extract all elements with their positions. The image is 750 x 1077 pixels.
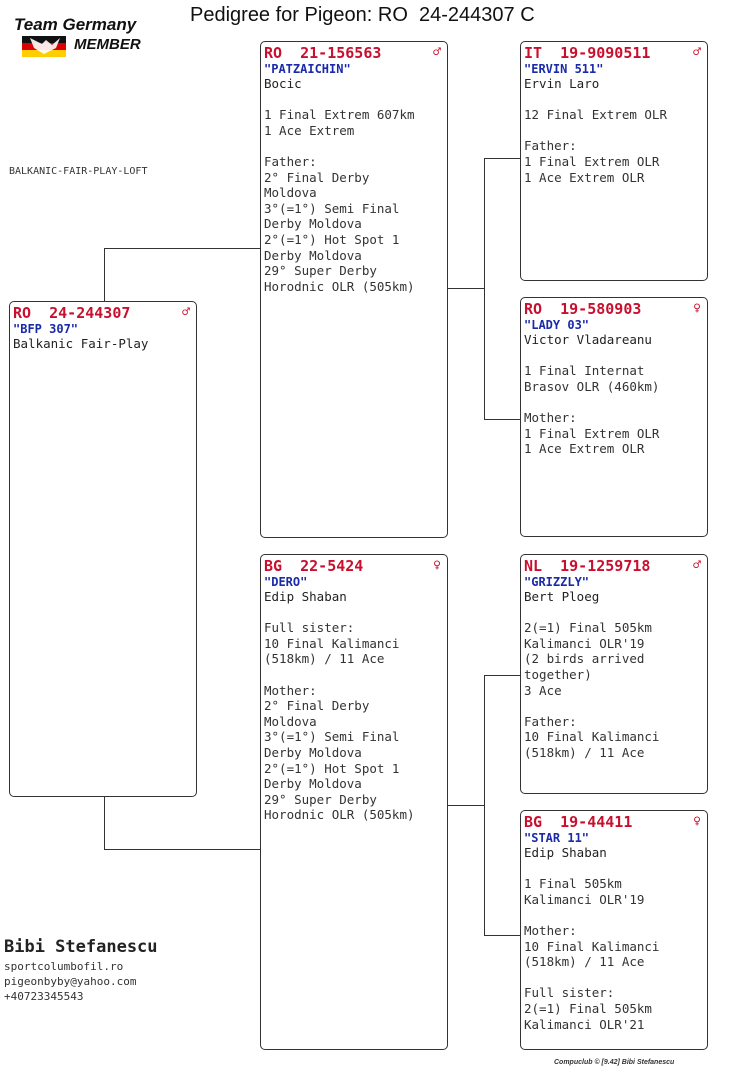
ring-number: NL 19-1259718: [524, 557, 651, 575]
pigeon-card-mother-mother[interactable]: [520, 810, 708, 1050]
breeder-name: Bibi Stefanescu: [4, 937, 158, 957]
logo-member-text: MEMBER: [74, 36, 141, 53]
owner-name: Bocic: [264, 76, 302, 91]
connector-line: [104, 248, 261, 249]
ring-number: RO 19-580903: [524, 300, 642, 318]
connector-line: [484, 935, 520, 936]
sex-symbol-icon: ♂: [693, 558, 701, 573]
ring-number: RO 24-244307: [13, 304, 131, 322]
owner-name: Edip Shaban: [524, 845, 607, 860]
owner-name: Edip Shaban: [264, 589, 347, 604]
pigeon-notes: Full sister: 10 Final Kalimanci (518km) / 11 Ace Mother: 2° Final Derby Moldova 3°(=1°) Semi Final Derby Moldova 2°(=1°) Hot Spot 1 Derby Moldova 29° Super Derby Horodnic OLR (505km): [264, 620, 415, 823]
pigeon-notes: 1 Final Extrem 607km 1 Ace Extrem Father: 2° Final Derby Moldova 3°(=1°) Semi Final Derby Moldova 2°(=1°) Hot Spot 1 Derby Moldova 29° Super Derby Horodnic OLR (505km): [264, 107, 415, 294]
footer-credit: Compuclub © [9.42] Bibi Stefanescu: [554, 1059, 675, 1066]
pigeon-notes: 1 Final 505km Kalimanci OLR'19 Mother: 10 Final Kalimanci (518km) / 11 Ace Full sister: 2(=1) Final 505km Kalimanci OLR'21: [524, 876, 660, 1032]
pigeon-name: "BFP 307": [13, 322, 79, 336]
pigeon-name: "GRIZZLY": [524, 575, 590, 589]
pigeon-name: "DERO": [264, 575, 308, 589]
connector-line: [484, 158, 485, 420]
connector-line: [104, 248, 105, 301]
connector-line: [484, 675, 520, 676]
page-title: Pedigree for Pigeon: RO 24-244307 C: [190, 4, 535, 26]
connector-line: [104, 796, 105, 850]
connector-line: [104, 849, 261, 850]
sex-symbol-icon: ♂: [182, 305, 190, 320]
logo-team-text: Team Germany: [14, 15, 137, 34]
owner-name: Bert Ploeg: [524, 589, 600, 604]
connector-line: [484, 158, 520, 159]
connector-line: [447, 805, 485, 806]
breeder-email: pigeonbyby@yahoo.com: [4, 975, 137, 988]
ring-number: RO 21-156563: [264, 44, 382, 62]
pigeon-notes: 12 Final Extrem OLR Father: 1 Final Extrem OLR 1 Ace Extrem OLR: [524, 107, 667, 185]
connector-line: [484, 419, 520, 420]
pigeon-card-father[interactable]: [260, 41, 448, 538]
pigeon-name: "STAR 11": [524, 831, 590, 845]
connector-line: [447, 288, 485, 289]
pigeon-card-mother[interactable]: [260, 554, 448, 1050]
pigeon-card-mother-father[interactable]: [520, 554, 708, 794]
german-flag-logo-icon: [22, 34, 66, 58]
ring-number: IT 19-9090511: [524, 44, 651, 62]
ring-number: BG 22-5424: [264, 557, 364, 575]
pigeon-card-father-mother[interactable]: [520, 297, 708, 537]
breeder-website: sportcolumbofil.ro: [4, 960, 124, 973]
ring-number: BG 19-44411: [524, 813, 633, 831]
connector-line: [484, 675, 485, 936]
owner-name: Balkanic Fair-Play: [13, 336, 149, 351]
pigeon-card-father-father[interactable]: [520, 41, 708, 281]
pigeon-notes: 2(=1) Final 505km Kalimanci OLR'19 (2 birds arrived together) 3 Ace Father: 10 Final Kalimanci (518km) / 11 Ace: [524, 620, 660, 760]
breeder-phone: +40723345543: [4, 990, 84, 1003]
pigeon-name: "ERVIN 511": [524, 62, 604, 76]
sex-symbol-icon: ♀: [693, 814, 701, 829]
pigeon-name: "PATZAICHIN": [264, 62, 351, 76]
sex-symbol-icon: ♂: [693, 45, 701, 60]
owner-name: Ervin Laro: [524, 76, 600, 91]
sex-symbol-icon: ♀: [433, 558, 441, 573]
pigeon-notes: 1 Final Internat Brasov OLR (460km) Mother: 1 Final Extrem OLR 1 Ace Extrem OLR: [524, 363, 660, 457]
loft-name: BALKANIC-FAIR-PLAY-LOFT: [9, 166, 148, 177]
owner-name: Victor Vladareanu: [524, 332, 652, 347]
sex-symbol-icon: ♀: [693, 301, 701, 316]
pigeon-card-subject[interactable]: [9, 301, 197, 797]
pigeon-name: "LADY 03": [524, 318, 590, 332]
sex-symbol-icon: ♂: [433, 45, 441, 60]
